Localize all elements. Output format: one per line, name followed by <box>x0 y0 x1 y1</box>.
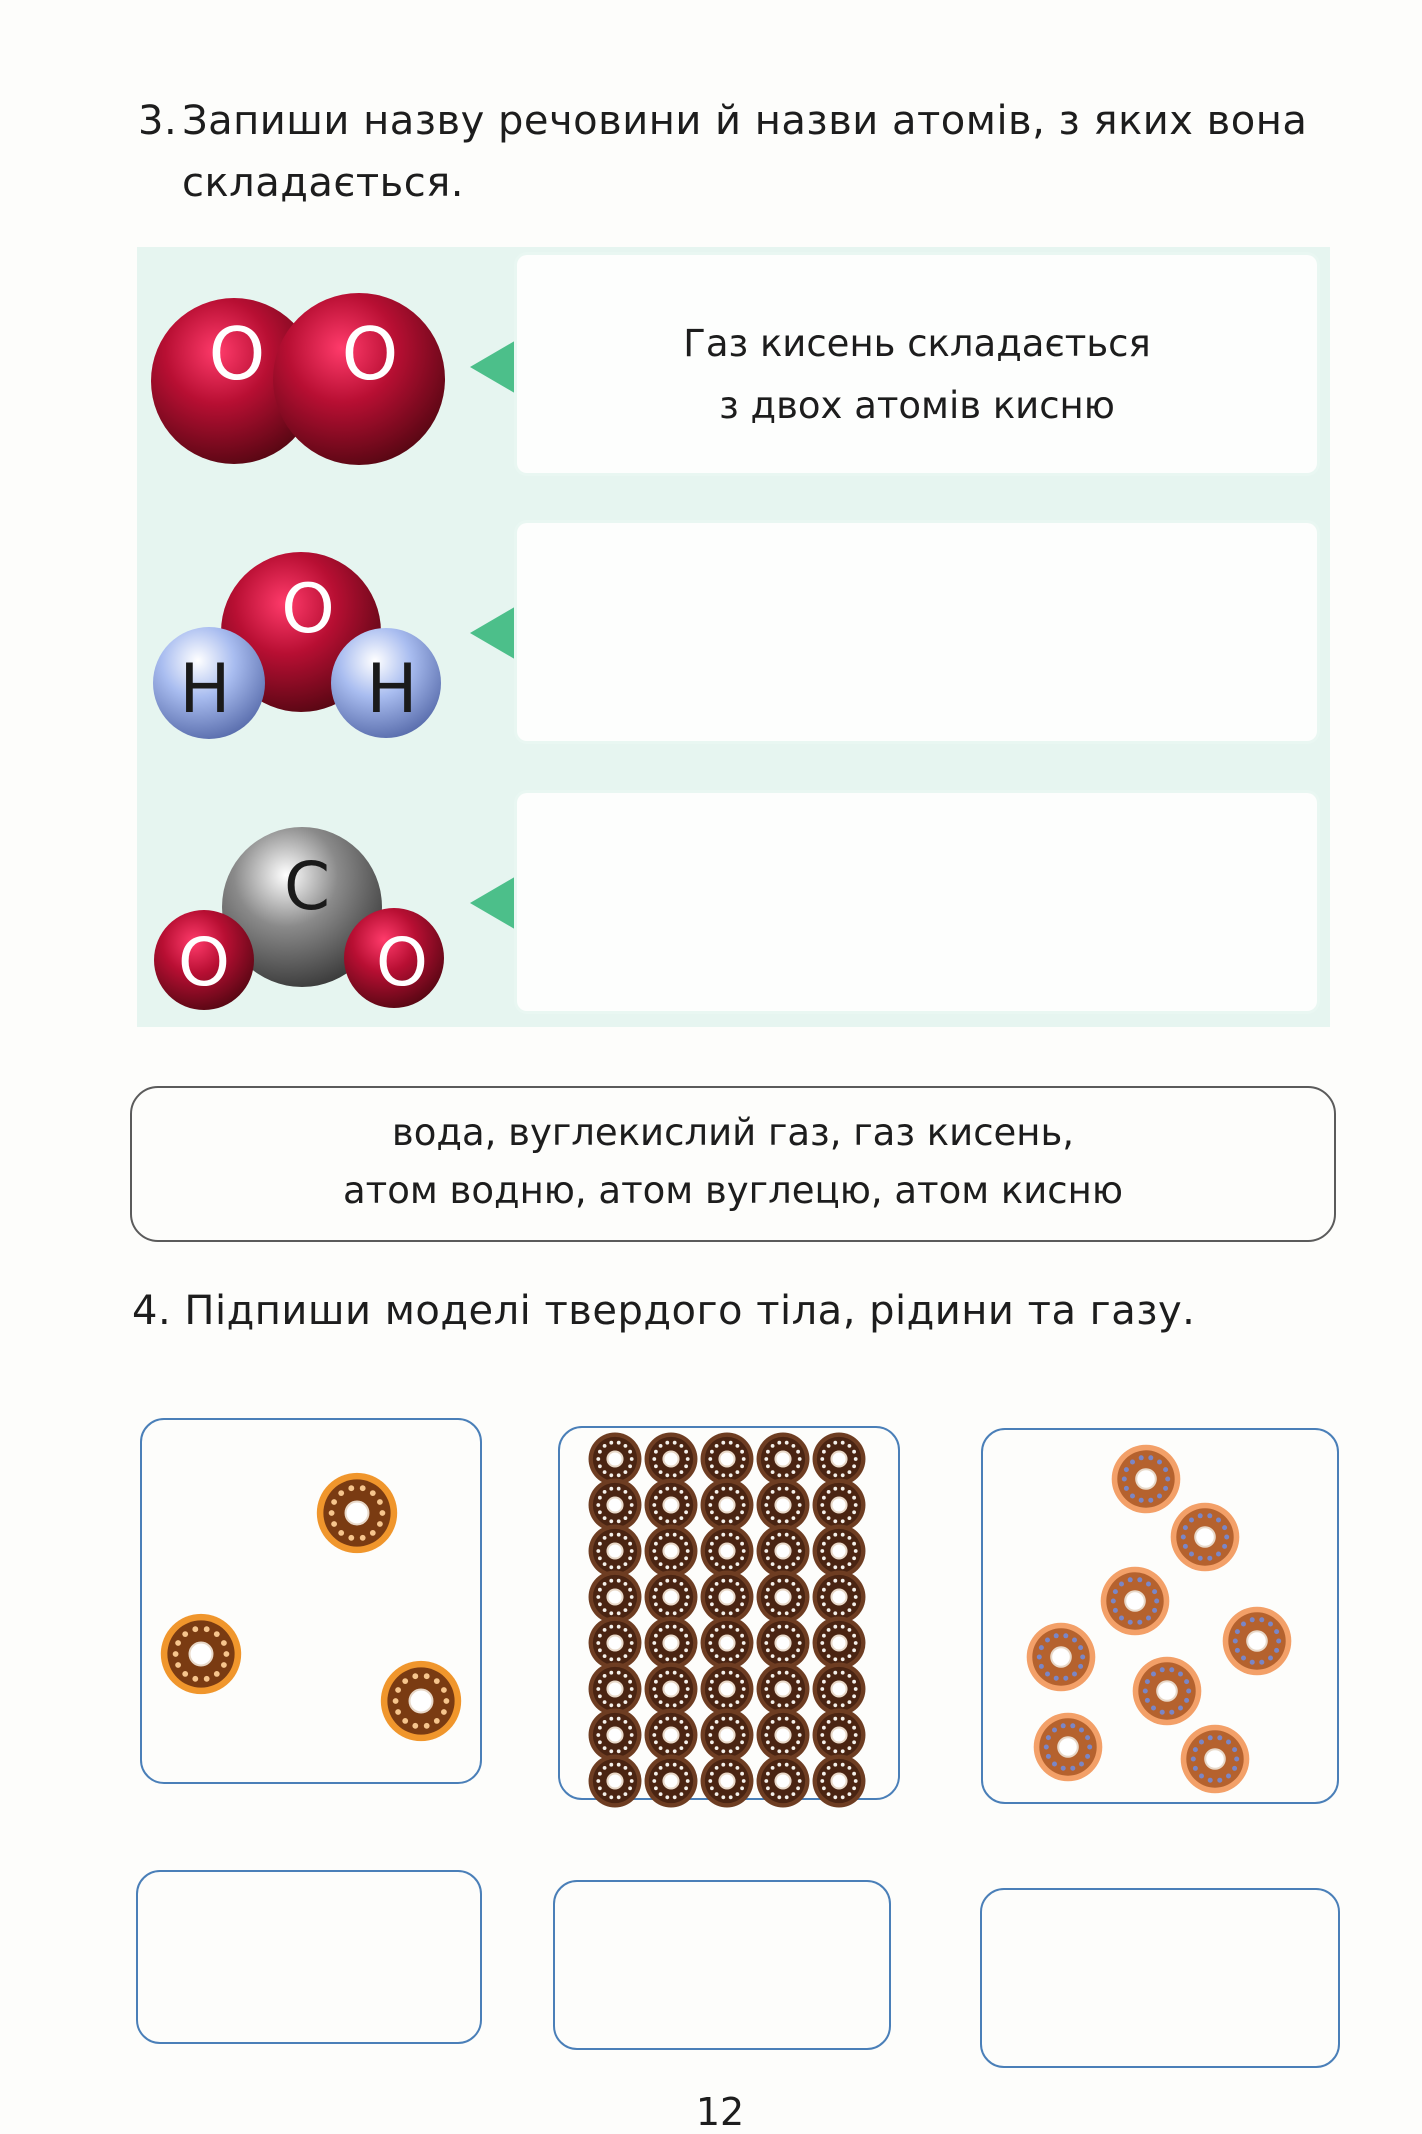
gas-particle <box>380 1660 462 1742</box>
water-molecule-model <box>154 552 454 752</box>
liquid-particle <box>1222 1606 1292 1676</box>
pointer-arrow-icon <box>470 875 518 931</box>
pointer-arrow-icon <box>470 339 518 395</box>
solid-particle <box>812 1754 866 1808</box>
word-bank <box>130 1086 1336 1242</box>
liquid-particle <box>1100 1566 1170 1636</box>
task-3-panel <box>137 247 1330 1027</box>
answer-1-line-2: з двох атомів кисню <box>719 384 1115 427</box>
label-box-1[interactable] <box>136 1870 482 2044</box>
atom-symbol: O <box>208 312 266 396</box>
gas-particle <box>160 1613 242 1695</box>
task-3-text-line-1: Запиши назву речовини й назви атомів, з яких вона <box>182 98 1308 144</box>
answer-text-1 <box>517 313 1317 437</box>
gas-particle <box>316 1472 398 1554</box>
oxygen-molecule-model <box>149 289 469 469</box>
label-box-3[interactable] <box>980 1888 1340 2068</box>
solid-particle <box>644 1754 698 1808</box>
liquid-particle <box>1033 1712 1103 1782</box>
answer-1-line-1: Газ кисень складається <box>683 322 1151 365</box>
answer-box-1[interactable] <box>517 255 1317 473</box>
solid-particle <box>588 1754 642 1808</box>
atom-symbol: O <box>178 924 230 1001</box>
carbon-dioxide-molecule-model <box>152 825 462 1025</box>
atom-symbol: O <box>281 570 335 649</box>
page-number: 12 <box>695 2090 745 2134</box>
word-bank-line-1: вода, вуглекислий газ, газ кисень, <box>391 1111 1075 1154</box>
liquid-particle <box>1170 1502 1240 1572</box>
liquid-particle <box>1026 1622 1096 1692</box>
atom-symbol: H <box>366 650 418 729</box>
solid-particle <box>756 1754 810 1808</box>
label-box-2[interactable] <box>553 1880 891 2050</box>
task-3-text-line-2: складається. <box>182 160 464 206</box>
task-3-prompt <box>138 90 1338 214</box>
task-3-number: 3. <box>138 98 178 144</box>
atom-symbol: H <box>179 650 231 729</box>
answer-box-2[interactable] <box>517 523 1317 741</box>
atom-symbol: O <box>376 924 428 1001</box>
solid-particle <box>700 1754 754 1808</box>
atom-symbol: O <box>341 312 399 396</box>
atom-symbol: C <box>283 848 331 925</box>
word-bank-line-2: атом водню, атом вуглецю, атом кисню <box>343 1169 1123 1212</box>
liquid-particle <box>1180 1724 1250 1794</box>
task-4-prompt: 4. Підпиши моделі твердого тіла, рідини та газу. <box>132 1288 1196 1334</box>
liquid-particle <box>1132 1656 1202 1726</box>
pointer-arrow-icon <box>470 605 518 661</box>
answer-box-3[interactable] <box>517 793 1317 1011</box>
